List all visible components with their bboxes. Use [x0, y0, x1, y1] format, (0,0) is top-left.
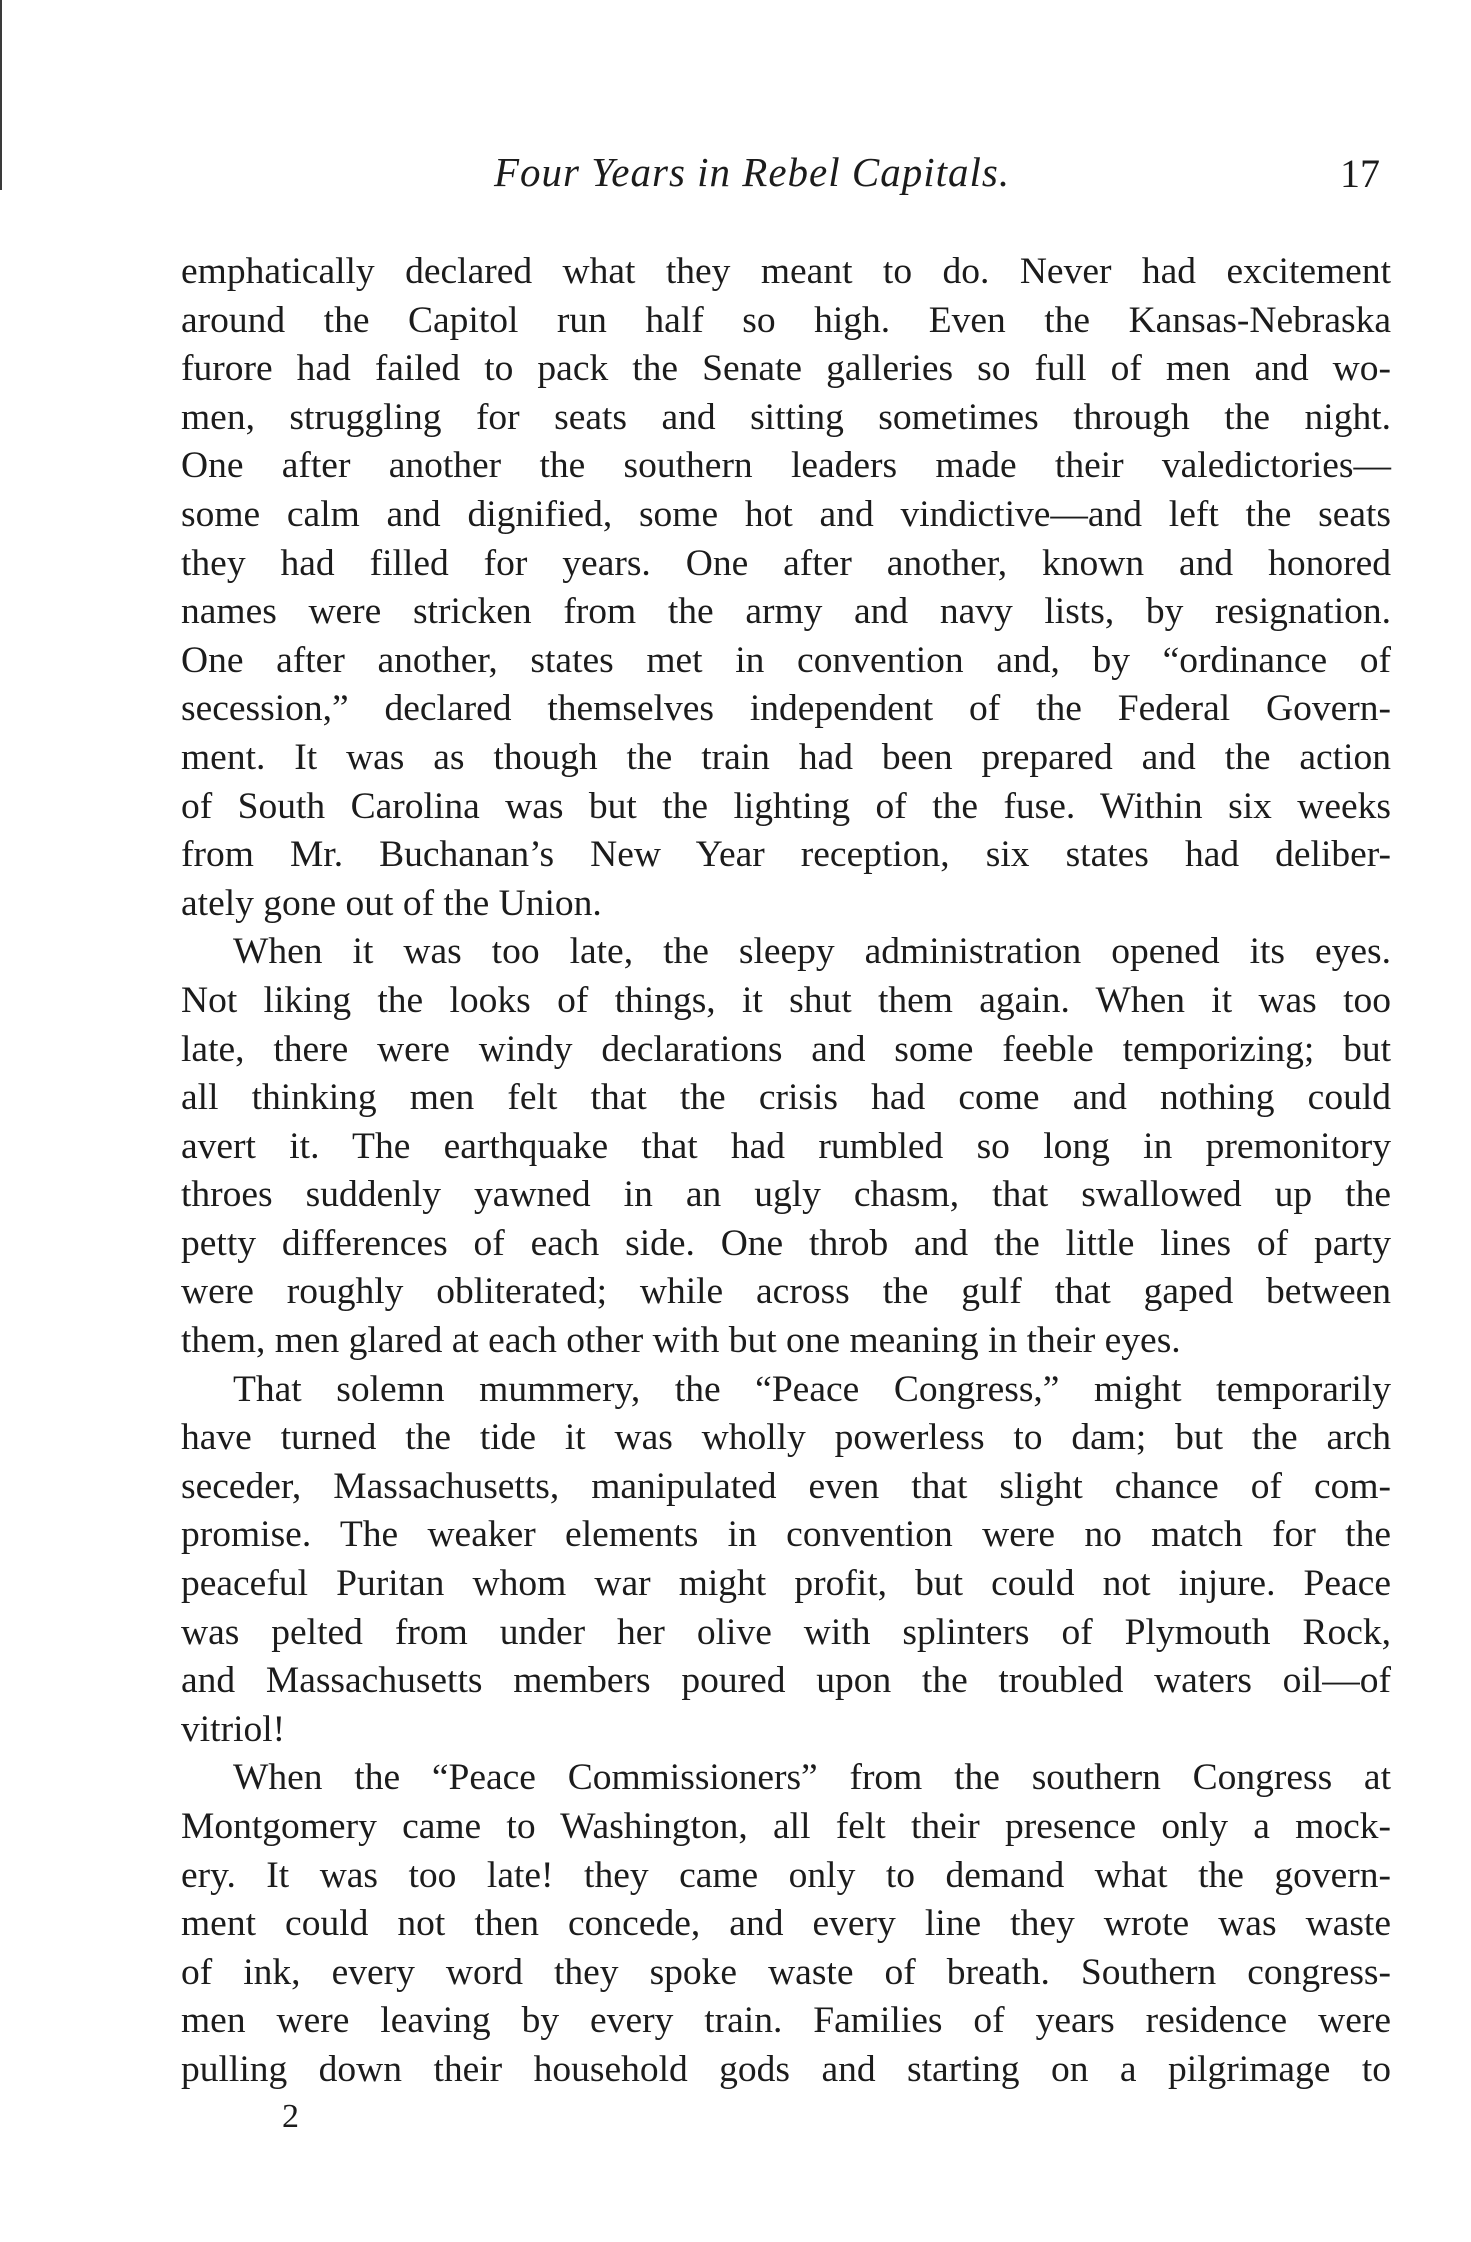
text-line: and Massachusetts members poured upon the troubled waters oil—of — [181, 1660, 1391, 1702]
text-line: from Mr. Buchanan’s New Year reception, six states had deliber- — [181, 834, 1391, 876]
text-line: peaceful Puritan whom war might profit, but could not injure. Peace — [181, 1563, 1391, 1605]
text-line: vitriol! — [181, 1708, 286, 1750]
text-line: Montgomery came to Washington, all felt their presence only a mock- — [181, 1806, 1391, 1847]
text-line: was pelted from under her olive with splinters of Plymouth Rock, — [181, 1611, 1391, 1653]
text-line: around the Capitol run half so high. Even the Kansas-Nebraska — [181, 299, 1391, 341]
text-line: furore had failed to pack the Senate galleries so full of men and wo- — [181, 348, 1391, 390]
text-line: emphatically declared what they meant to do. Never had excitement — [181, 251, 1391, 292]
text-line: they had filled for years. One after another, known and honored — [181, 542, 1391, 584]
text-line: petty differences of each side. One throb and the little lines of party — [181, 1222, 1391, 1264]
text-line: ately gone out of the Union. — [181, 882, 602, 924]
signature-mark: 2 — [282, 2098, 299, 2135]
text-line: all thinking men felt that the crisis had come and nothing could — [181, 1077, 1391, 1119]
text-line: men were leaving by every train. Families of years residence were — [181, 2000, 1391, 2042]
text-line: were roughly obliterated; while across the gulf that gaped between — [181, 1271, 1391, 1313]
running-title: Four Years in Rebel Capitals. — [494, 149, 1011, 195]
text-line: have turned the tide it was wholly powerless to dam; but the arch — [181, 1417, 1391, 1459]
text-line: One after another, states met in convention and, by “ordinance of — [181, 639, 1391, 681]
text-line: That solemn mummery, the “Peace Congress,” might temporarily — [233, 1368, 1391, 1410]
text-line: ment could not then concede, and every line they wrote was waste — [181, 1903, 1391, 1945]
text-line: pulling down their household gods and starting on a pilgrimage to — [181, 2048, 1391, 2090]
text-line: seceder, Massachusetts, manipulated even that slight chance of com- — [181, 1465, 1391, 1507]
text-line: When the “Peace Commissioners” from the southern Congress at — [233, 1757, 1391, 1799]
text-line: of ink, every word they spoke waste of breath. Southern congress- — [181, 1951, 1391, 1993]
text-line: late, there were windy declarations and some feeble temporizing; but — [181, 1028, 1391, 1070]
text-line: One after another the southern leaders made their valedictories— — [181, 445, 1391, 487]
text-line: throes suddenly yawned in an ugly chasm, that swallowed up the — [181, 1174, 1391, 1216]
text-line: men, struggling for seats and sitting sometimes through the night. — [181, 396, 1391, 438]
text-line: ment. It was as though the train had been prepared and the action — [181, 736, 1391, 778]
text-line: ery. It was too late! they came only to demand what the govern- — [181, 1854, 1391, 1896]
running-head — [0, 148, 1471, 208]
text-line: them, men glared at each other with but one meaning in their eyes. — [181, 1320, 1181, 1362]
text-line: Not liking the looks of things, it shut them again. When it was too — [181, 979, 1391, 1021]
text-line: promise. The weaker elements in convention were no match for the — [181, 1514, 1391, 1556]
text-line: names were stricken from the army and navy lists, by resignation. — [181, 591, 1391, 633]
page-number: 17 — [1340, 151, 1380, 196]
text-line: of South Carolina was but the lighting of the fuse. Within six weeks — [181, 785, 1391, 827]
text-line: avert it. The earthquake that had rumbled so long in premonitory — [181, 1125, 1391, 1167]
text-line: secession,” declared themselves independent of the Federal Govern- — [181, 688, 1391, 730]
body-text — [181, 248, 1391, 2095]
text-line: When it was too late, the sleepy administration opened its eyes. — [233, 931, 1391, 973]
text-line: some calm and dignified, some hot and vindictive—and left the seats — [181, 493, 1391, 535]
